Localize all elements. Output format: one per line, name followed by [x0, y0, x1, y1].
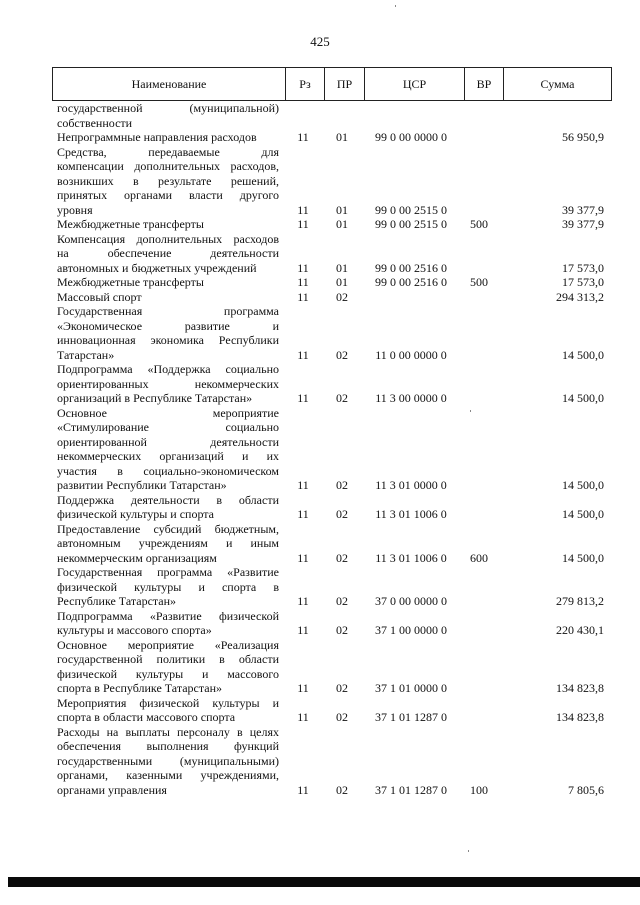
- row-name: [57, 406, 279, 493]
- cell-sum: 14 500,0: [562, 347, 604, 362]
- row-name-line: ориентированной деятельности: [57, 434, 279, 449]
- row-name: [57, 275, 279, 290]
- row-name-line: некоммерческим организациям: [57, 550, 217, 565]
- cell-rz: 11: [297, 347, 309, 362]
- row-name-line: обеспечения выполнения функций: [57, 739, 279, 753]
- cell-csr: 37 1 01 1287 0: [375, 710, 447, 724]
- cell-sum: 14 500,0: [562, 550, 604, 565]
- row-name-line: государственной политики в области: [57, 652, 279, 666]
- header-pr: ПР: [336, 77, 353, 91]
- row-name-line: органами, казенными учреждениями,: [57, 768, 279, 782]
- cell-pr: 01: [336, 202, 348, 217]
- cell-sum: 17 573,0: [562, 260, 604, 275]
- row-name-line: Межбюджетные трансферты: [57, 275, 204, 289]
- cell-csr: 11 0 00 0000 0: [375, 347, 447, 362]
- table-row: [0, 101, 640, 130]
- cell-pr: 02: [336, 681, 348, 695]
- table-row: [0, 217, 640, 232]
- page-number: 425: [310, 34, 330, 49]
- cell-rz: 11: [297, 130, 309, 144]
- row-name-line: Средства, передаваемые для: [57, 144, 279, 159]
- row-name-line: Поддержка деятельности в области: [57, 492, 279, 507]
- cell-sum: 14 500,0: [562, 478, 604, 492]
- row-name: [57, 101, 279, 130]
- scan-edge-bar: [8, 877, 640, 887]
- cell-sum: 134 823,8: [556, 681, 604, 695]
- cell-csr: 37 1 00 0000 0: [375, 623, 447, 637]
- row-name: [57, 609, 279, 638]
- row-name: [57, 696, 279, 725]
- cell-sum: 279 813,2: [556, 594, 604, 608]
- cell-rz: 11: [297, 507, 309, 521]
- row-name-line: участия в социально-экономическом: [57, 463, 279, 478]
- row-name-line: Расходы на выплаты персоналу в целях: [57, 724, 279, 739]
- row-name-line: собственности: [57, 115, 133, 130]
- row-name-line: «Стимулирование социально: [57, 420, 279, 434]
- row-name-line: Татарстан»: [57, 347, 115, 362]
- row-name-line: Государственная программа «Развитие: [57, 565, 279, 579]
- cell-pr: 02: [336, 623, 348, 637]
- row-name-line: Основное мероприятие «Реализация: [57, 637, 279, 652]
- row-name-line: физической культуры и спорта в: [57, 579, 279, 594]
- row-name-line: государственной (муниципальной): [57, 101, 279, 115]
- row-name-line: Подпрограмма «Развитие физической: [57, 608, 279, 623]
- cell-pr: 01: [336, 275, 348, 289]
- row-name-line: ориентированных некоммерческих: [57, 376, 279, 391]
- cell-csr: 11 3 01 0000 0: [375, 478, 447, 492]
- row-name: [57, 725, 279, 798]
- row-name-line: Предоставление субсидий бюджетным,: [57, 521, 279, 536]
- cell-csr: 99 0 00 2515 0: [375, 202, 447, 217]
- cell-sum: 14 500,0: [562, 507, 604, 521]
- cell-csr: 99 0 00 2515 0: [375, 217, 447, 231]
- cell-rz: 11: [297, 275, 309, 289]
- table-row: [0, 522, 640, 566]
- cell-csr: 11 3 00 0000 0: [375, 391, 447, 405]
- cell-csr: 37 1 01 0000 0: [375, 681, 447, 695]
- row-name-line: на обеспечение деятельности: [57, 246, 279, 260]
- row-name: [57, 565, 279, 609]
- cell-pr: 02: [336, 594, 348, 608]
- row-name: [57, 290, 279, 305]
- row-name: [57, 304, 279, 362]
- row-name-line: некоммерческих организаций и их: [57, 449, 279, 463]
- cell-csr: 99 0 00 2516 0: [375, 260, 447, 275]
- cell-rz: 11: [297, 202, 309, 217]
- table-body: [0, 101, 640, 797]
- cell-vr: 500: [470, 217, 488, 231]
- cell-csr: 11 3 01 1006 0: [375, 550, 447, 565]
- row-name-line: Компенсация дополнительных расходов: [57, 231, 279, 246]
- cell-sum: 56 950,9: [562, 130, 604, 144]
- cell-pr: 02: [336, 347, 348, 362]
- row-name-line: «Экономическое развитие и: [57, 318, 279, 333]
- scan-speck: [470, 410, 471, 412]
- row-name-line: Мероприятия физической культуры и: [57, 695, 279, 710]
- cell-pr: 01: [336, 130, 348, 144]
- row-name: [57, 362, 279, 406]
- row-name-line: организаций в Республике Татарстан»: [57, 391, 253, 405]
- cell-rz: 11: [297, 550, 309, 565]
- cell-csr: 11 3 01 1006 0: [375, 507, 447, 521]
- row-name-line: принятых органами власти другого: [57, 188, 279, 202]
- cell-rz: 11: [297, 782, 309, 797]
- cell-sum: 39 377,9: [562, 202, 604, 217]
- table-row: [0, 638, 640, 696]
- row-name-line: Государственная программа: [57, 304, 279, 318]
- row-name-line: государственными (муниципальными): [57, 753, 279, 768]
- cell-sum: 7 805,6: [568, 782, 604, 797]
- cell-sum: 14 500,0: [562, 391, 604, 405]
- table-row: [0, 493, 640, 522]
- cell-sum: 294 313,2: [556, 289, 604, 304]
- table-row: [0, 275, 640, 290]
- row-name-line: спорта в области массового спорта: [57, 710, 236, 724]
- row-name-line: развитии Республики Татарстан»: [57, 478, 227, 492]
- row-name: [57, 522, 279, 566]
- table-row: [0, 609, 640, 638]
- row-name-line: Непрограммные направления расходов: [57, 130, 257, 144]
- cell-sum: 134 823,8: [556, 710, 604, 724]
- table-row: [0, 232, 640, 276]
- row-name-line: Межбюджетные трансферты: [57, 217, 204, 231]
- row-name: [57, 638, 279, 696]
- cell-rz: 11: [297, 391, 309, 405]
- row-name: [57, 217, 279, 232]
- cell-vr: 100: [470, 782, 488, 797]
- row-name-line: уровня: [57, 202, 93, 217]
- row-name: [57, 493, 279, 522]
- row-name-line: автономных и бюджетных учреждений: [57, 260, 257, 275]
- scan-speck: [468, 850, 469, 852]
- table-row: [0, 290, 640, 305]
- table-row: [0, 565, 640, 609]
- table-row: [0, 725, 640, 798]
- cell-pr: 02: [336, 391, 348, 405]
- cell-pr: 02: [336, 478, 348, 492]
- row-name-line: Республике Татарстан»: [57, 594, 177, 608]
- header-name: Наименование: [131, 77, 207, 91]
- row-name: [57, 130, 279, 145]
- header-sum: Сумма: [540, 77, 575, 91]
- table-row: [0, 696, 640, 725]
- row-name-line: компенсации дополнительных расходов,: [57, 159, 279, 173]
- cell-rz: 11: [297, 260, 309, 275]
- row-name-line: физической культуры и массового: [57, 666, 279, 681]
- cell-vr: 500: [470, 275, 488, 289]
- scan-speck: [395, 5, 396, 7]
- table-row: [0, 304, 640, 362]
- cell-pr: 02: [336, 289, 348, 304]
- cell-csr: 99 0 00 0000 0: [375, 130, 447, 144]
- cell-rz: 11: [297, 710, 309, 724]
- cell-pr: 02: [336, 782, 348, 797]
- table-header: [52, 67, 612, 101]
- row-name: [57, 232, 279, 276]
- cell-sum: 17 573,0: [562, 275, 604, 289]
- cell-rz: 11: [297, 681, 309, 695]
- cell-pr: 02: [336, 507, 348, 521]
- cell-vr: 600: [470, 550, 488, 565]
- row-name-line: органами управления: [57, 782, 167, 797]
- row-name-line: спорта в Республике Татарстан»: [57, 681, 223, 695]
- row-name-line: культуры и массового спорта»: [57, 623, 212, 637]
- table-row: [0, 130, 640, 145]
- cell-csr: 37 1 01 1287 0: [375, 782, 447, 797]
- row-name-line: физической культуры и спорта: [57, 507, 215, 521]
- cell-csr: 37 0 00 0000 0: [375, 594, 447, 608]
- row-name-line: инновационная экономика Республики: [57, 333, 279, 347]
- row-name-line: Основное мероприятие: [57, 405, 279, 420]
- cell-rz: 11: [297, 217, 309, 231]
- header-vr: ВР: [476, 77, 492, 91]
- row-name: [57, 145, 279, 218]
- cell-rz: 11: [297, 623, 309, 637]
- row-name-line: Подпрограмма «Поддержка социально: [57, 362, 279, 376]
- table-row: [0, 145, 640, 218]
- cell-rz: 11: [297, 289, 309, 304]
- row-name-line: автономным учреждениям и иным: [57, 536, 279, 550]
- row-name-line: Массовый спорт: [57, 289, 142, 304]
- cell-sum: 39 377,9: [562, 217, 604, 231]
- cell-pr: 01: [336, 260, 348, 275]
- table-row: [0, 406, 640, 493]
- header-rz: Рз: [299, 77, 311, 91]
- cell-csr: 99 0 00 2516 0: [375, 275, 447, 289]
- cell-pr: 02: [336, 710, 348, 724]
- cell-sum: 220 430,1: [556, 623, 604, 637]
- cell-pr: 02: [336, 550, 348, 565]
- row-name-line: возникших в результате решений,: [57, 173, 279, 188]
- table-row: [0, 362, 640, 406]
- cell-rz: 11: [297, 478, 309, 492]
- cell-pr: 01: [336, 217, 348, 231]
- cell-rz: 11: [297, 594, 309, 608]
- header-csr: ЦСР: [402, 77, 427, 91]
